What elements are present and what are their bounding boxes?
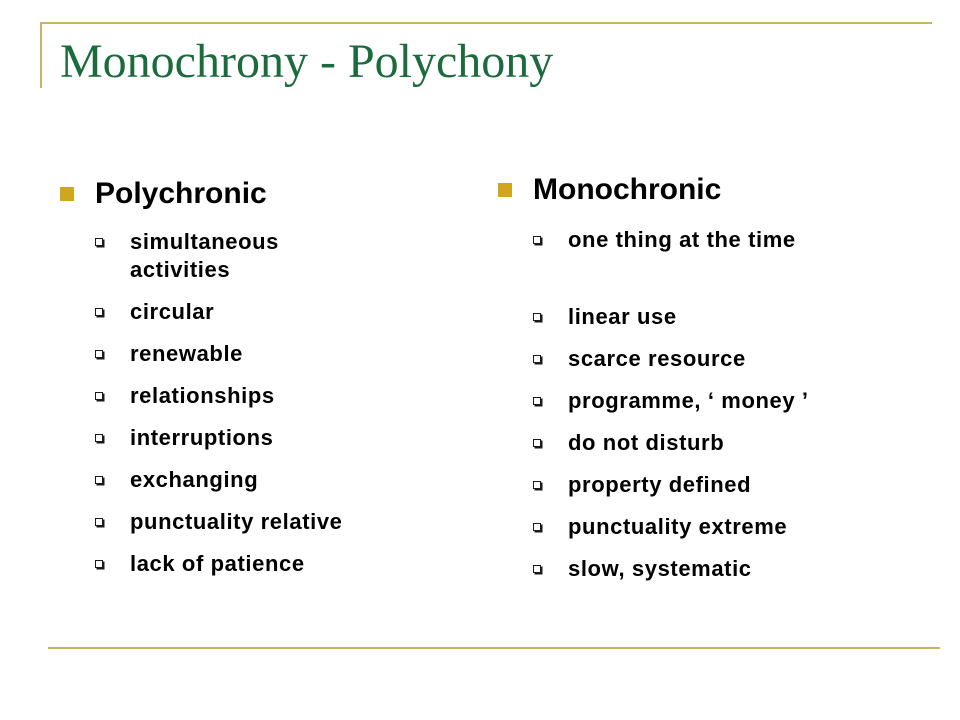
list-item <box>95 550 460 578</box>
checkbox-bullet-icon <box>533 355 541 363</box>
checkbox-bullet-icon <box>533 439 541 447</box>
checkbox-bullet-icon <box>533 313 541 321</box>
checkbox-bullet-icon <box>95 518 103 526</box>
checkbox-bullet-icon <box>533 236 541 244</box>
list-item <box>95 340 460 368</box>
list-item-text: circular <box>130 299 215 324</box>
checkbox-bullet-icon <box>533 397 541 405</box>
monochronic-heading-row <box>498 172 938 208</box>
list-item-text: relationships <box>130 383 275 408</box>
slide-title: Monochrony - Polychony <box>60 35 554 88</box>
list-item-text: linear use <box>568 304 677 329</box>
checkbox-bullet-icon <box>95 560 103 568</box>
list-item <box>533 345 938 373</box>
list-item <box>533 387 938 415</box>
checkbox-bullet-icon <box>95 238 103 246</box>
polychronic-heading-row <box>60 176 460 212</box>
list-item <box>533 513 938 541</box>
list-item-text: do not disturb <box>568 430 725 455</box>
list-item <box>95 424 460 452</box>
square-bullet-icon <box>498 183 512 197</box>
checkbox-bullet-icon <box>533 523 541 531</box>
list-item <box>95 228 460 284</box>
list-item-text: simultaneous activities <box>130 229 280 282</box>
list-item-text: programme, ‘ money ’ <box>568 388 809 413</box>
checkbox-bullet-icon <box>95 392 103 400</box>
list-item-text: lack of patience <box>130 551 305 576</box>
checkbox-bullet-icon <box>95 350 103 358</box>
monochronic-list <box>533 226 938 583</box>
left-divider <box>40 22 42 88</box>
list-item <box>533 429 938 457</box>
monochronic-heading: Monochronic <box>533 173 722 206</box>
checkbox-bullet-icon <box>533 565 541 573</box>
list-item <box>95 508 460 536</box>
list-item <box>533 303 938 331</box>
list-item-text: scarce resource <box>568 346 746 371</box>
top-divider <box>40 22 932 24</box>
list-item <box>95 382 460 410</box>
list-item <box>533 226 938 254</box>
square-bullet-icon <box>60 187 74 201</box>
list-item <box>533 555 938 583</box>
checkbox-bullet-icon <box>533 481 541 489</box>
list-item-text: interruptions <box>130 425 274 450</box>
list-item-text: one thing at the time <box>568 227 796 252</box>
polychronic-column <box>60 176 460 578</box>
list-item <box>533 471 938 499</box>
list-item-text: slow, systematic <box>568 556 752 581</box>
list-item-text: exchanging <box>130 467 259 492</box>
monochronic-column <box>498 172 938 583</box>
list-item-text: property defined <box>568 472 752 497</box>
list-item <box>95 298 460 326</box>
list-item-text: punctuality relative <box>130 509 343 534</box>
list-item-text: punctuality extreme <box>568 514 788 539</box>
polychronic-list <box>95 228 460 578</box>
list-item-text: renewable <box>130 341 244 366</box>
list-item <box>95 466 460 494</box>
checkbox-bullet-icon <box>95 434 103 442</box>
checkbox-bullet-icon <box>95 308 103 316</box>
checkbox-bullet-icon <box>95 476 103 484</box>
polychronic-heading: Polychronic <box>95 177 267 210</box>
bottom-divider <box>48 647 940 649</box>
